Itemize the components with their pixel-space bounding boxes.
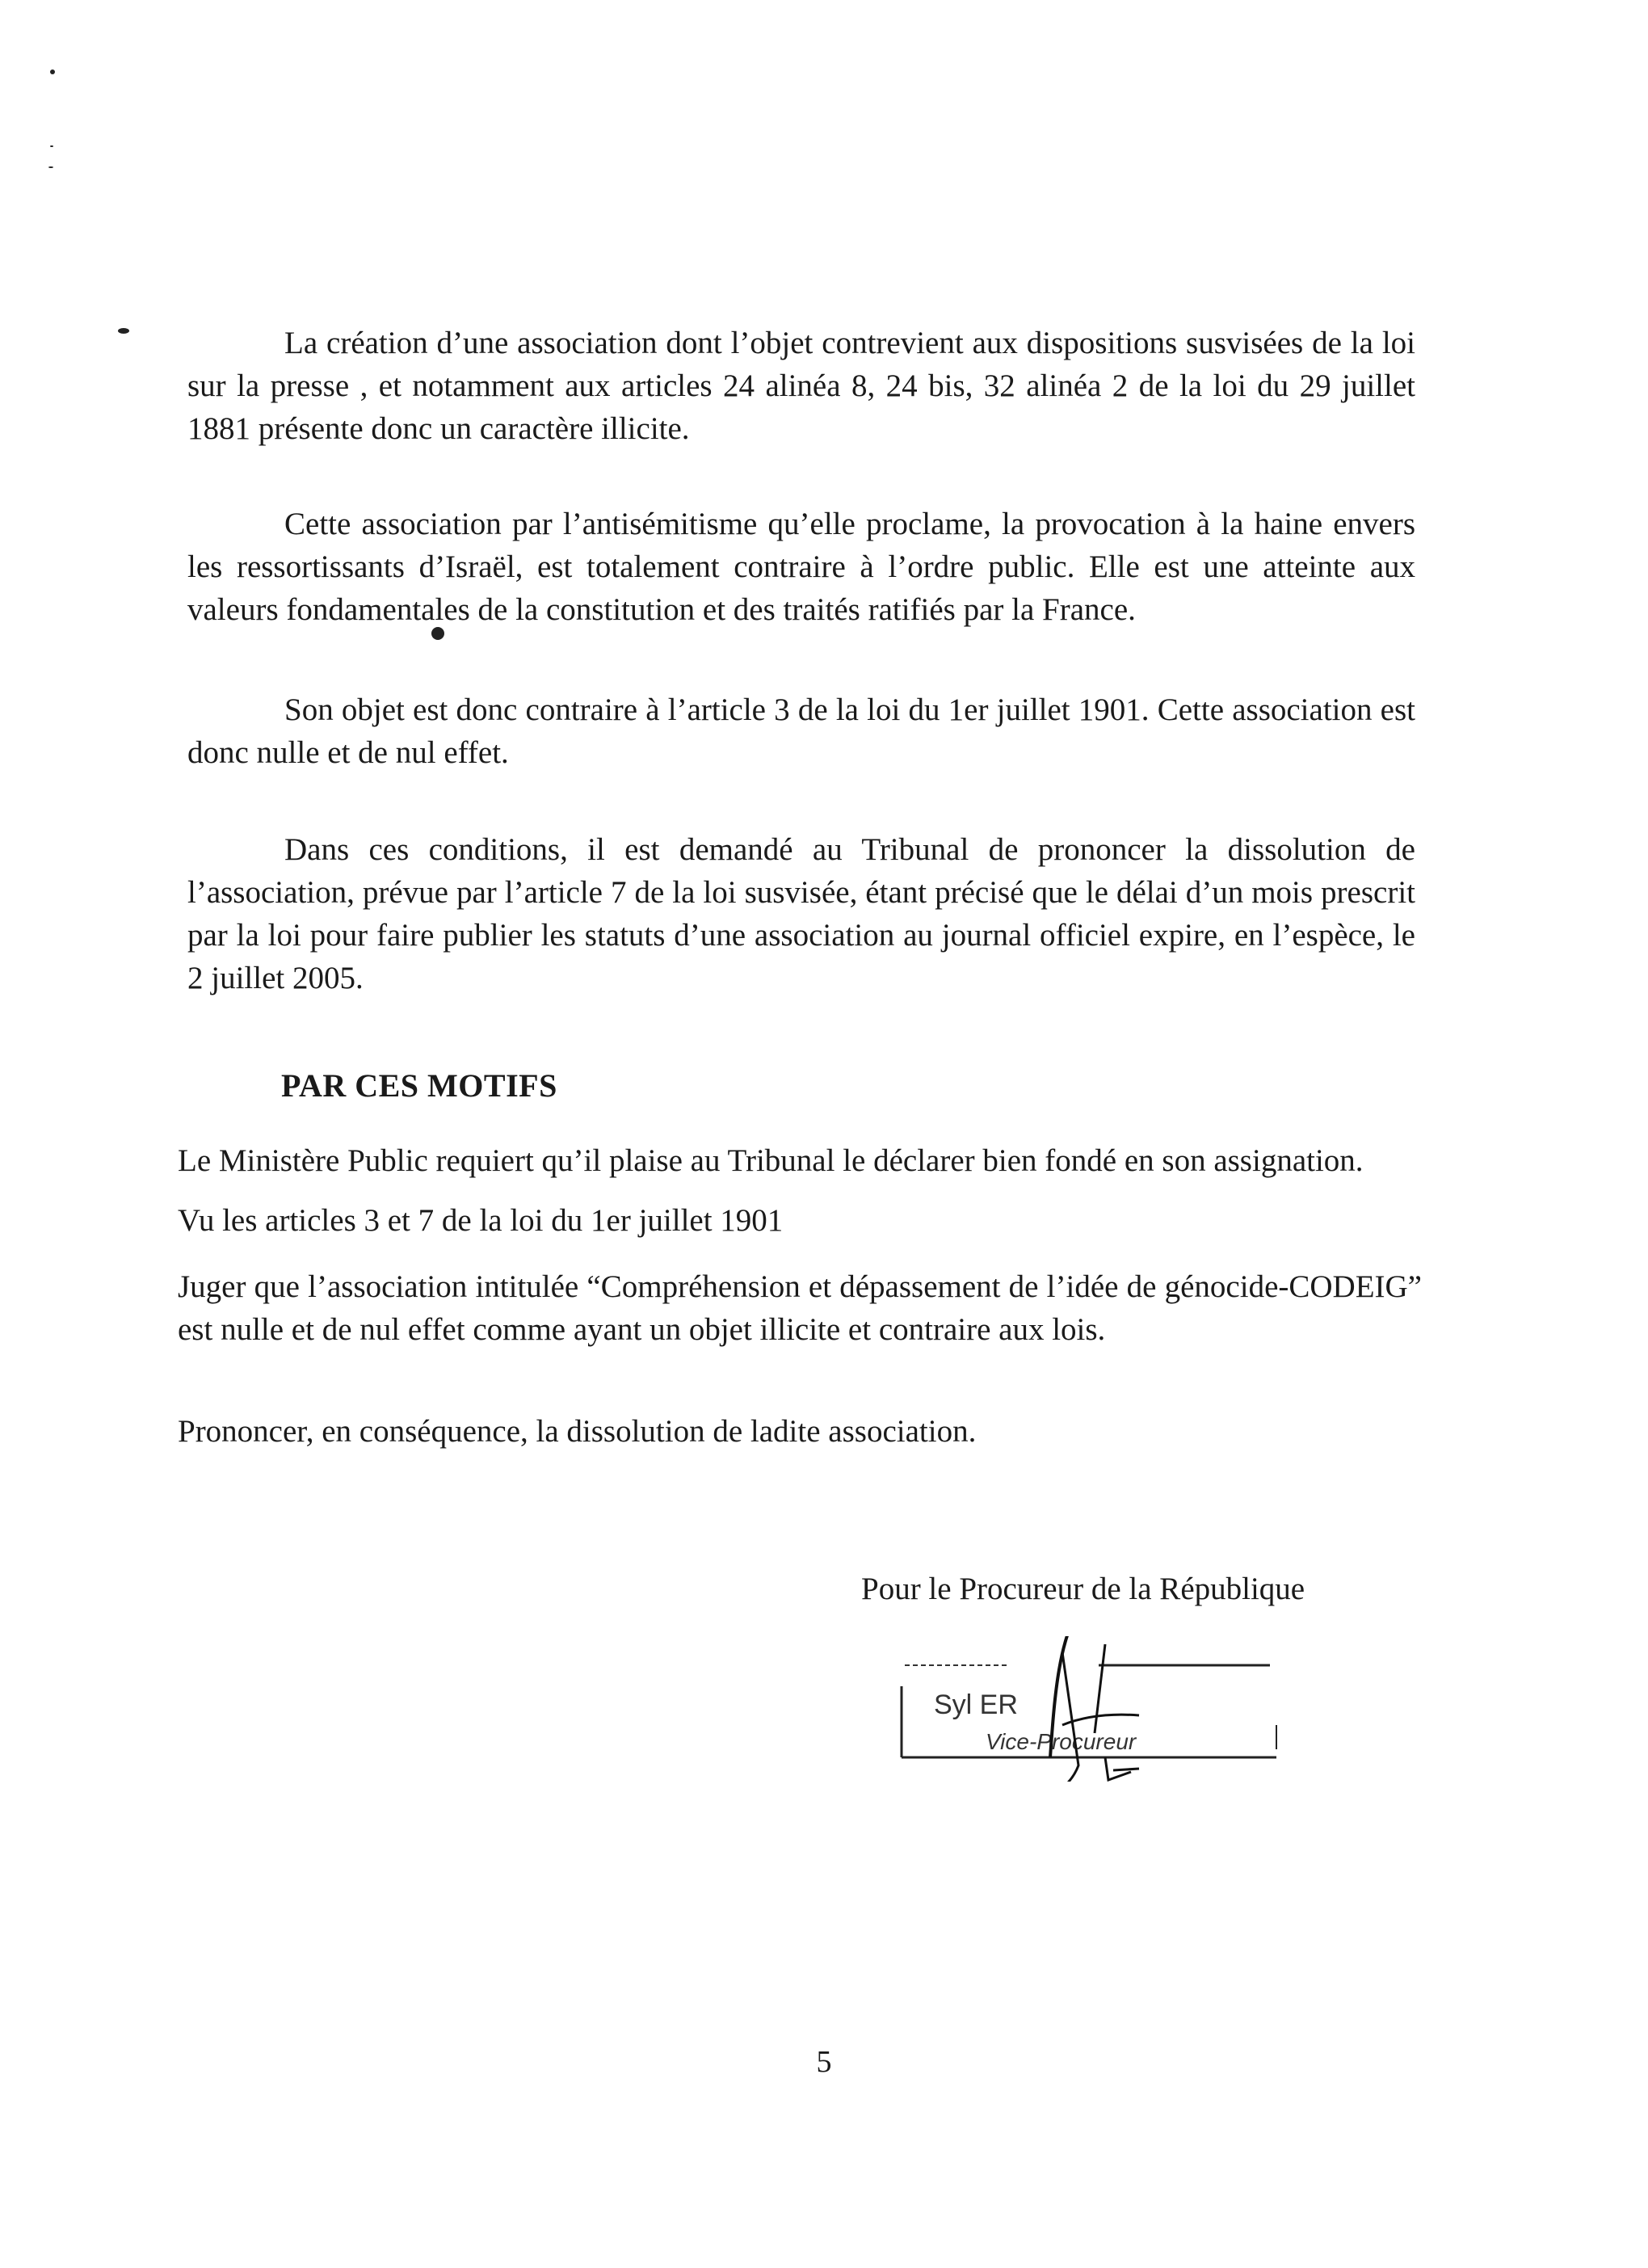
requisition-line: Le Ministère Public requiert qu’il plaise au Tribunal le déclarer bien fondé en son assignation. [178, 1143, 1364, 1178]
signature-stamp [897, 1636, 1281, 1782]
stamp-name: Syl ER [934, 1689, 1018, 1720]
motifs-heading: PAR CES MOTIFS [281, 1067, 557, 1104]
stamp-title: Vice-Procureur [986, 1729, 1137, 1754]
requisition-line: Prononcer, en conséquence, la dissolution de ladite association. [178, 1414, 977, 1449]
page-number: 5 [816, 2045, 832, 2079]
scan-speck [118, 328, 129, 334]
signature-caption: Pour le Procureur de la République [861, 1572, 1305, 1606]
scan-speck [48, 166, 53, 168]
paragraph-illicit-creation: La création d’une association dont l’objet contrevient aux dispositions susvisées de la loi sur la presse , et notamment aux articles 24 alinéa 8, 24 bis, 32 alinéa 2 de la loi du 29 juillet 1881 présente donc un caractère illicite. [187, 326, 1415, 446]
paragraph-dissolution-request: Dans ces conditions, il est demandé au Tribunal de prononcer la dissolution de l’association, prévue par l’article 7 de la loi susvisée, étant précisé que le délai d’un mois prescrit par la loi pour faire publier les statuts d’une association au journal officiel expire, en l’espèce, le 2 juillet 2005. [187, 832, 1415, 995]
paragraph-public-order: Cette association par l’antisémitisme qu’elle proclame, la provocation à la haine envers les ressortissants d’Israël, est totalement contraire à l’ordre public. Elle est une atteinte aux valeurs fondamentales de la constitution et des traités ratifiés par la France. [187, 507, 1415, 627]
scan-speck [50, 69, 55, 74]
requisition-line: Vu les articles 3 et 7 de la loi du 1er juillet 1901 [178, 1203, 784, 1238]
requisition-line: Juger que l’association intitulée “Compréhension et dépassement de l’idée de génocide-CODEIG” est nulle et de nul effet comme ayant un objet illicite et contraire aux lois. [178, 1269, 1422, 1347]
scan-speck [50, 145, 53, 147]
paragraph-article-3: Son objet est donc contraire à l’article 3 de la loi du 1er juillet 1901. Cette association est donc nulle et de nul effet. [187, 692, 1415, 770]
